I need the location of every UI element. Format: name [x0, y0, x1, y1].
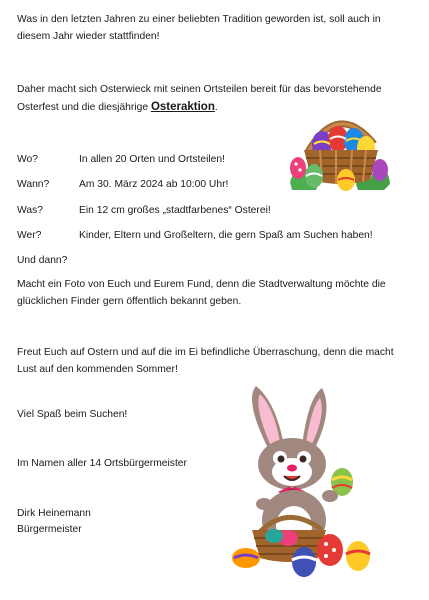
easter-basket-illustration — [286, 104, 396, 194]
detail-value-was: Ein 12 cm großes „stadtfarbenes“ Osterei! — [79, 205, 271, 216]
detail-value-wann: Am 30. März 2024 ab 10:00 Uhr! — [79, 179, 229, 190]
detail-label-wo: Wo? — [17, 154, 38, 165]
signature-name: Dirk Heinemann — [17, 508, 91, 519]
detail-label-wann: Wann? — [17, 179, 50, 190]
photo-line-1: Macht ein Foto von Euch und Eurem Fund, denn die Stadtverwaltung möchte die — [17, 279, 386, 290]
fun-line: Viel Spaß beim Suchen! — [17, 409, 128, 420]
und-dann: Und dann? — [17, 255, 68, 266]
photo-line-2: glücklichen Finder gern öffentlich bekannt geben. — [17, 296, 242, 307]
intro-line-2: diesem Jahr wieder stattfinden! — [17, 31, 160, 42]
easter-bunny-illustration — [226, 380, 376, 580]
intro-line-1: Was in den letzten Jahren zu einer beliebten Tradition geworden ist, soll auch in — [17, 14, 381, 25]
surprise-line-2: Lust auf den kommenden Sommer! — [17, 364, 178, 375]
surprise-line-1: Freut Euch auf Ostern und auf die im Ei befindliche Überraschung, denn die macht — [17, 347, 394, 358]
announce-prefix: Osterfest und die diesjährige — [17, 102, 151, 113]
signature-title: Bürgermeister — [17, 524, 82, 535]
detail-label-wer: Wer? — [17, 230, 42, 241]
osteraktion-highlight: Osteraktion — [150, 101, 215, 113]
announce-line-1: Daher macht sich Osterwieck mit seinen Ortsteilen bereit für das bevorstehende — [17, 84, 382, 95]
detail-label-was: Was? — [17, 205, 43, 216]
detail-value-wer: Kinder, Eltern und Großeltern, die gern Spaß am Suchen haben! — [79, 230, 373, 241]
announce-suffix: . — [214, 102, 218, 113]
announce-line-2 — [17, 98, 218, 117]
behalf-line: Im Namen aller 14 Ortsbürgermeister — [17, 458, 187, 469]
detail-value-wo: In allen 20 Orten und Ortsteilen! — [79, 154, 225, 165]
